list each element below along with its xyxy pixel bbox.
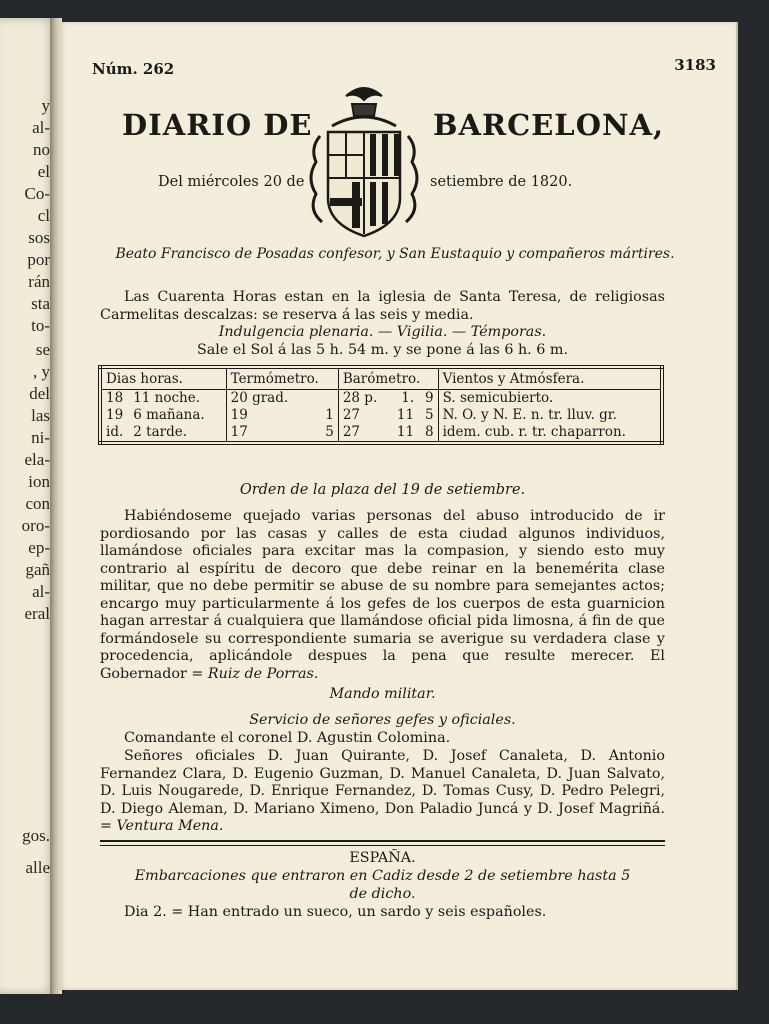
left-page-fragment: y [41,96,50,115]
weather-bar-lines: 11 [396,424,415,440]
weather-day: id. [106,424,124,440]
left-page-fragment: , y [33,362,50,381]
weather-bar: 27 [342,407,361,423]
left-page-fragment: el [37,162,50,181]
left-page-fragment: ep- [28,538,50,557]
sunrise-sunset: Sale el Sol á las 5 h. 54 m. y se pone á las 6 h. 6 m. [196,342,569,358]
spain-heading: ESPAÑA. [349,850,416,866]
order-heading: Orden de la plaza del 19 de setiembre. [239,482,526,498]
left-page-fragment: ela- [24,450,50,469]
left-page-fragment: sta [31,294,50,313]
left-page-fragment: rán [28,272,50,291]
weather-wind: idem. cub. r. tr. chaparron. [442,424,626,440]
barcelona-coat-of-arms-icon [302,78,426,244]
left-page-fragment: ni- [31,428,50,447]
left-page-fragment: gos. [22,826,50,845]
left-page-fragment: con [25,494,50,513]
weather-day: 18 [106,390,124,406]
weather-temp-frac: 1 [315,407,338,424]
weather-bar-frac: 5 [418,407,438,424]
weather-table [98,365,664,445]
left-page-fragment: ion [28,472,50,491]
issue-number: Núm. 262 [92,60,175,78]
weather-time: 2 tarde. [133,424,187,440]
officers-list [100,748,665,836]
page-number: 3183 [674,56,716,74]
left-page-edge [0,18,56,994]
newspaper-page [60,22,738,990]
left-page-fragment: oro- [21,516,50,535]
left-page-fragment: Co- [24,184,50,203]
weather-temp: 20 grad. [230,390,289,406]
weather-row [100,390,662,408]
weather-day-time [100,390,226,408]
weather-day-time [100,407,226,424]
weather-time: 11 noche. [133,390,201,406]
saints-of-day: Beato Francisco de Posadas confesor, y San Eustaquio y compañeros mártires. [115,246,675,262]
cadiz-heading: Embarcaciones que entraron en Cadiz desde 2 de setiembre hasta 5 de dicho. [134,868,631,902]
weather-day-time [100,424,226,443]
weather-temp-frac [315,390,338,408]
left-page-fragment: no [33,140,50,159]
section-divider-thin [100,845,665,846]
indulgence-line: Indulgencia plenaria. — Vigilia. — Témporas. [218,324,547,340]
weather-bar-frac: 8 [418,424,438,443]
left-page-fragment: se [35,340,50,359]
weather-bar-frac: 9 [418,390,438,408]
header-vientos: Vientos y Atmósfera. [438,367,662,390]
left-page-fragment: to- [31,316,50,335]
weather-time: 6 mañana. [133,407,205,423]
devotion-notice: Las Cuarenta Horas estan en la iglesia de Santa Teresa, de religiosas Carmelitas descalzas: se reserva á las seis y media. [100,289,665,323]
order-text: Habiéndoseme quejado varias personas del abuso introducido de ir pordiosando por las casas y calles de esta ciudad algunos individuos, llamándose oficiales para excitar mas la compasion, y siendo esto muy contrario al espíritu de decoro que debe reinar en la benemérita clase militar, que no debe permitir se abuse de su nombre para semejantes actos; encargo muy particularmente á los gefes de los cuerpos de esta guarnicion hagan arrestar á cualquiera que llamándose oficial pida limosna, á fin de que formándosele su correspondiente sumaria se averigue su verdadera clase y procedencia, aplicándole despues la pena que resulte merecer. El Gobernador = [100,508,665,682]
weather-header-row [100,367,662,390]
weather-day: 19 [106,407,124,423]
weather-row [100,407,662,424]
masthead-title-left: DIARIO DE [122,108,313,142]
left-page-fragment: cl [37,206,50,225]
left-page-fragment: gañ [25,560,50,579]
order-body [100,508,665,683]
weather-bar: 28 p. [342,390,378,406]
weather-bar: 27 [342,424,361,440]
header-dias-horas: Dias horas. [100,367,226,390]
officers-signature: Ventura Mena. [116,818,224,834]
service-heading: Servicio de señores gefes y oficiales. [249,712,516,728]
left-page-fragment: al- [32,582,50,601]
left-page-fragment: al- [32,118,50,137]
officers-text: Señores oficiales D. Juan Quirante, D. Josef Canaleta, D. Antonio Fernandez Clara, D. Eugenio Guzman, D. Manuel Canaleta, D. Juan Salvato, D. Luis Nougarede, D. Enrique Fernandez, D. Tomas Cusy, D. Pedro Pelegri, D. Diego Aleman, D. Mariano Ximeno, Don Paladio Juncá y D. Josef Magriñá. = [100,748,665,834]
left-page-fragment: eral [24,604,50,623]
weather-row [100,424,662,443]
left-page-fragment: alle [25,858,50,877]
command-heading: Mando militar. [329,686,436,702]
weather-bar-lines: 1. [401,390,415,406]
weather-wind: N. O. y N. E. n. tr. lluv. gr. [442,407,617,423]
weather-wind: S. semicubierto. [442,390,554,406]
cadiz-entry: Dia 2. = Han entrado un sueco, un sardo y seis españoles. [124,904,547,920]
weather-temp-frac: 5 [315,424,338,443]
date-right: setiembre de 1820. [430,174,573,190]
left-page-fragment: por [27,250,50,269]
section-divider [100,840,665,842]
weather-temp: 17 [230,424,248,440]
left-page-fragment: del [29,384,50,403]
header-termometro: Termómetro. [226,367,338,390]
left-page-fragment: las [31,406,50,425]
order-signature: Ruiz de Porras. [207,665,319,682]
weather-bar-lines: 11 [396,407,415,423]
date-left: Del miércoles 20 de [158,174,305,190]
masthead-title-right: BARCELONA, [433,108,665,142]
header-barometro: Barómetro. [338,367,438,390]
weather-temp: 19 [230,407,248,423]
left-page-fragment: sos [28,228,50,247]
commander-line: Comandante el coronel D. Agustin Colomina. [124,730,451,746]
